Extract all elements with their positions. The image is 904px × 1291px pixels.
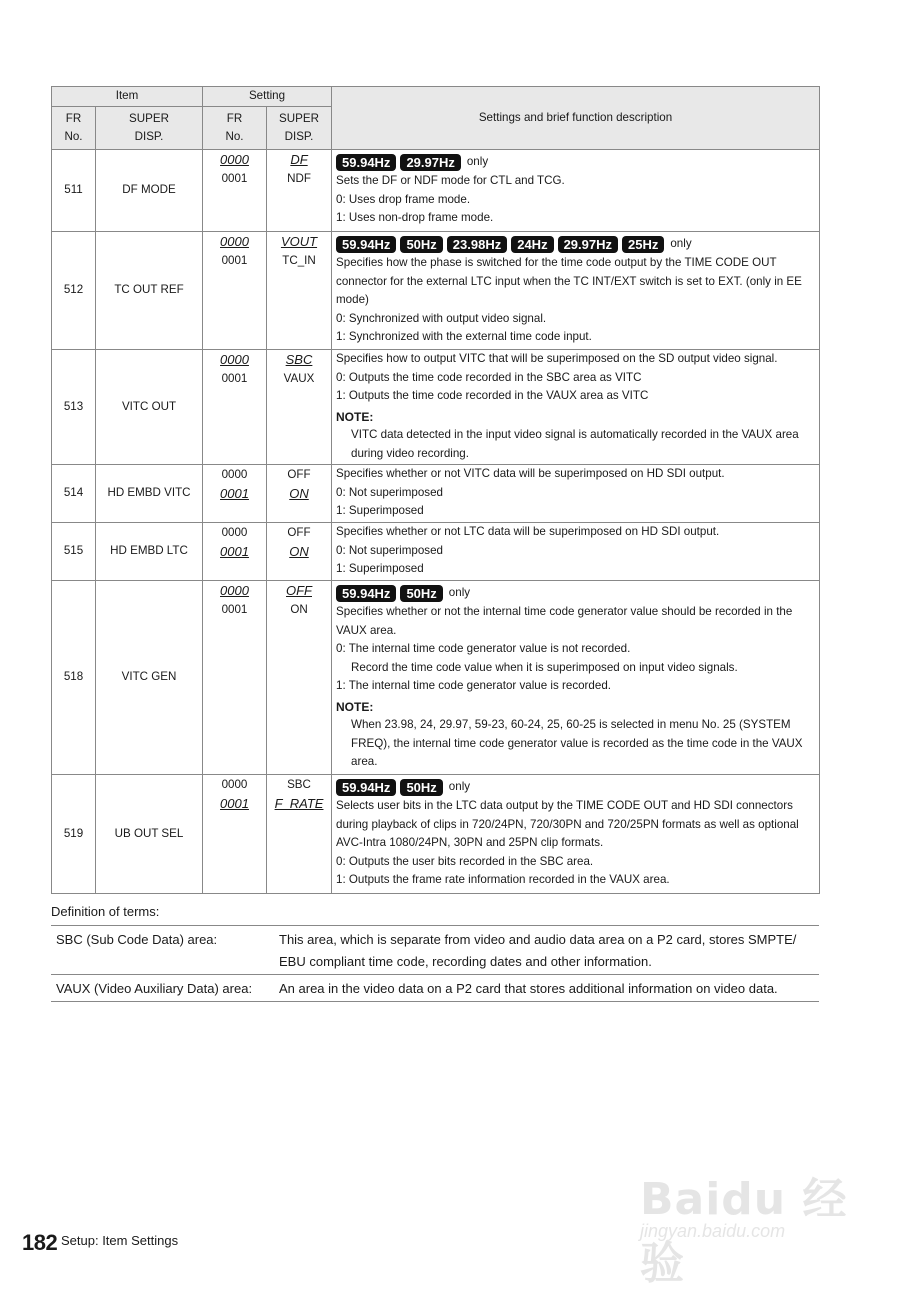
baidu-watermark — [640, 1145, 860, 1289]
setting-values: 0000 0001 — [203, 775, 267, 894]
description: Specifies whether or not LTC data will be superimposed on HD SDI output. 0: Not superimposed 1: Superimposed — [332, 523, 820, 581]
setting-values: 0000 0001 — [203, 150, 267, 232]
fr-number: 512 — [52, 232, 96, 350]
definition-row — [51, 926, 819, 975]
item-name: HD EMBD VITC — [96, 465, 203, 523]
fr-number: 515 — [52, 523, 96, 581]
header-setting: Setting — [203, 87, 332, 107]
header-super-disp: SUPER DISP. — [96, 107, 203, 150]
note-text: VITC data detected in the input video signal is automatically recorded in the VAUX area during video recording. — [351, 428, 799, 460]
table-row — [52, 775, 820, 894]
frequency-badges: 59.94Hz 50Hz only — [336, 778, 815, 797]
definitions-title: Definition of terms: — [51, 904, 160, 919]
definition-text: An area in the video data on a P2 card that stores additional information on video data. — [279, 981, 778, 996]
fr-number: 513 — [52, 350, 96, 465]
definition-row — [51, 975, 819, 1002]
fr-number: 518 — [52, 581, 96, 775]
super-values: OFF ON — [267, 523, 332, 581]
header-description: Settings and brief function description — [332, 87, 820, 150]
page-caption: Setup: Item Settings — [61, 1233, 179, 1248]
header-setting-super-disp: SUPER DISP. — [267, 107, 332, 150]
table-row — [52, 523, 820, 581]
header-item: Item — [52, 87, 203, 107]
note-heading: NOTE: — [336, 409, 374, 424]
watermark-logo-text: Baidu 经验 — [640, 1174, 848, 1289]
description: 59.94Hz 50Hz only Selects user bits in the LTC data output by the TIME CODE OUT and HD SDI connectors during playback of clips in 720/24PN, 720/30PN and 720/25PN formats as well as optional AVC-Intra 1080/24PN, 30PN and 25PN clip formats. 0: Outputs the user bits recorded in the SBC area. 1: Outputs the frame rate information recorded in the VAUX area. — [332, 775, 820, 894]
watermark-url: jingyan.baidu.com — [640, 1221, 786, 1241]
description: 59.94Hz 29.97Hz only Sets the DF or NDF mode for CTL and TCG. 0: Uses drop frame mode. 1: Uses non-drop frame mode. — [332, 150, 820, 232]
item-name: HD EMBD LTC — [96, 523, 203, 581]
item-name: VITC OUT — [96, 350, 203, 465]
table-row — [52, 232, 820, 350]
frequency-badges: 59.94Hz 50Hz only — [336, 584, 815, 603]
settings-table — [51, 86, 820, 894]
super-values: OFF ON — [267, 465, 332, 523]
table-row — [52, 150, 820, 232]
item-name: VITC GEN — [96, 581, 203, 775]
description: 59.94Hz 50Hz 23.98Hz 24Hz 29.97Hz 25Hz only Specifies how the phase is switched for the time code output by the TIME CODE OUT connector for the external LTC input when the TC INT/EXT switch is set to EXT. (only in EE mode) 0: Synchronized with output video signal. 1: Synchronized with the external time code input. — [332, 232, 820, 350]
definitions-table — [51, 925, 819, 1002]
fr-number: 519 — [52, 775, 96, 894]
page-number: 182 — [22, 1230, 58, 1255]
super-values: DF NDF — [267, 150, 332, 232]
frequency-badges: 59.94Hz 29.97Hz only — [336, 153, 815, 172]
description: Specifies whether or not VITC data will be superimposed on HD SDI output. 0: Not superimposed 1: Superimposed — [332, 465, 820, 523]
super-values: SBC F_RATE — [267, 775, 332, 894]
description: 59.94Hz 50Hz only Specifies whether or not the internal time code generator value should be recorded in the VAUX area. 0: The internal time code generator value is not recorded. Record the time code value when it is superimposed on input video signals. 1: The internal time code generator value is recorded. NOTE: When 23.98, 24, 29.97, 59-23, 60-24, 25, 60-25 is selected in menu No. 25 (SYSTEM FREQ), the internal time code generator value is recorded as the time code in the VAUX area. — [332, 581, 820, 775]
definition-term: SBC (Sub Code Data) area: — [56, 932, 218, 947]
item-name: DF MODE — [96, 150, 203, 232]
header-fr-no: FR No. — [52, 107, 96, 150]
setting-values: 0000 0001 — [203, 465, 267, 523]
setting-values: 0000 0001 — [203, 350, 267, 465]
super-values: SBC VAUX — [267, 350, 332, 465]
note-heading: NOTE: — [336, 699, 374, 714]
fr-number: 511 — [52, 150, 96, 232]
table-row — [52, 465, 820, 523]
super-values: VOUT TC_IN — [267, 232, 332, 350]
table-row — [52, 350, 820, 465]
super-values: OFF ON — [267, 581, 332, 775]
note-text: When 23.98, 24, 29.97, 59-23, 60-24, 25, 60-25 is selected in menu No. 25 (SYSTEM FREQ), the internal time code generator value is recorded as the time code in the VAUX area. — [351, 718, 803, 768]
definition-term: VAUX (Video Auxiliary Data) area: — [56, 981, 253, 996]
item-name: UB OUT SEL — [96, 775, 203, 894]
setting-values: 0000 0001 — [203, 232, 267, 350]
description: Specifies how to output VITC that will be superimposed on the SD output video signal. 0: Outputs the time code recorded in the SBC area as VITC 1: Outputs the time code recorded in the VAUX area as VITC NOTE: VITC data detected in the input video signal is automatically recorded in the VAUX area during video recording. — [332, 350, 820, 465]
fr-number: 514 — [52, 465, 96, 523]
setting-values: 0000 0001 — [203, 523, 267, 581]
header-setting-fr-no: FR No. — [203, 107, 267, 150]
table-row — [52, 581, 820, 775]
setting-values: 0000 0001 — [203, 581, 267, 775]
item-name: TC OUT REF — [96, 232, 203, 350]
frequency-badges: 59.94Hz 50Hz 23.98Hz 24Hz 29.97Hz 25Hz only — [336, 235, 815, 254]
definition-text: This area, which is separate from video and audio data area on a P2 card, stores SMPTE/ EBU compliant time code, recording dates and other information. — [279, 932, 797, 969]
